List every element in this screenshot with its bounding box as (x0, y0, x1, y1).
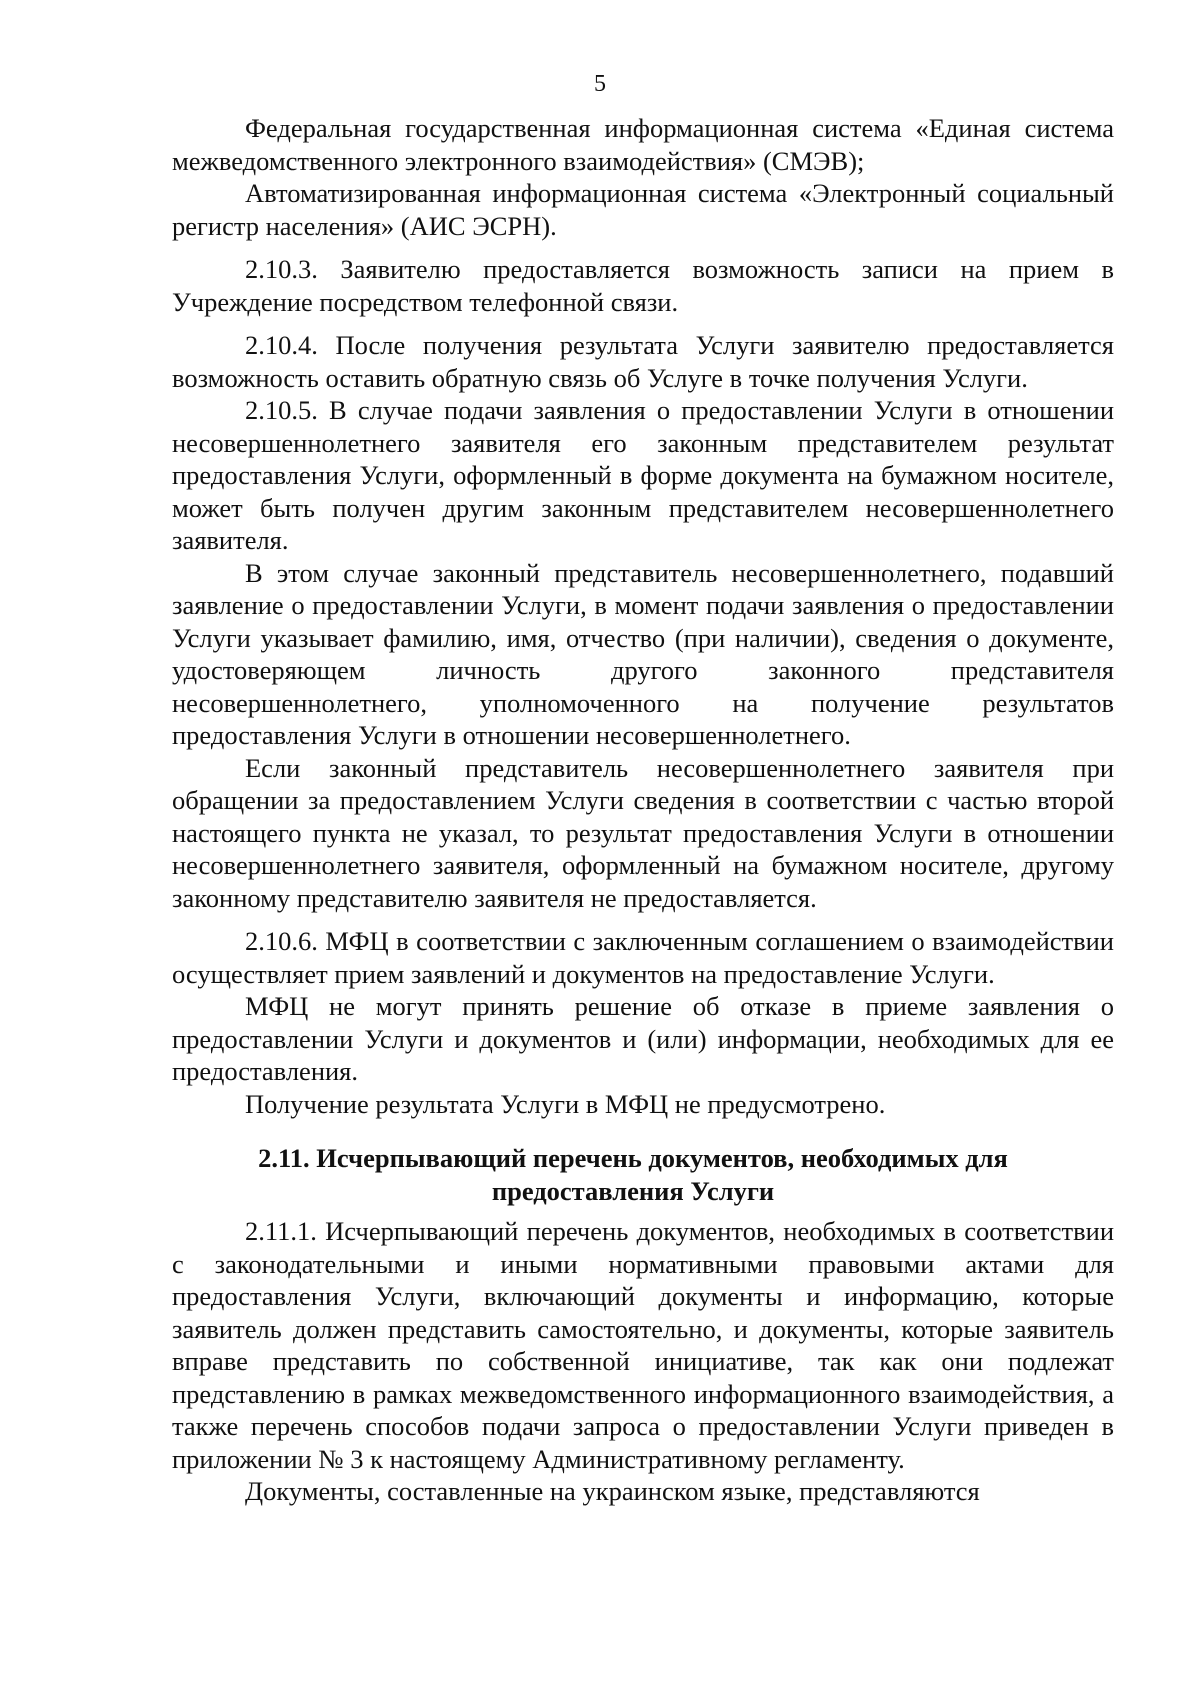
paragraph-2-10-5-third: Если законный представитель несовершеннолетнего заявителя при обращении за предоставлением Услуги сведения в соответствии с частью второй настоящего пункта не указал, то результат предоставления Услуги в отношении несовершеннолетнего заявителя, оформленный на бумажном носителе, другому законному представителю заявителя не предоставляется. (172, 752, 1114, 913)
paragraph-2-11-1: 2.11.1. Исчерпывающий перечень документов, необходимых в соответствии с законодательными и иными нормативными правовыми актами для предоставления Услуги, включающий документы и информацию, которые заявитель должен представить самостоятельно, и документы, которые заявитель вправе представить по собственной инициативе, так как они подлежат представлению в рамках межведомственного информационного взаимодействия, а также перечень способов подачи запроса о предоставлении Услуги приведен в приложении № 3 к настоящему Административному регламенту. (172, 1216, 1114, 1474)
paragraph-2-10-5: 2.10.5. В случае подачи заявления о предоставлении Услуги в отношении несовершеннолетнего заявителя его законным представителем результат предоставления Услуги, оформленный в форме документа на бумажном носителе, может быть получен другим законным представителем несовершеннолетнего заявителя. (172, 395, 1114, 555)
paragraph-2-10-6-second: МФЦ не могут принять решение об отказе в приеме заявления о предоставлении Услуги и документов и (или) информации, необходимых для ее предоставления. (172, 991, 1114, 1086)
paragraph-2-10-6: 2.10.6. МФЦ в соответствии с заключенным соглашением о взаимодействии осуществляет прием заявлений и документов на предоставление Услуги. (172, 926, 1114, 989)
section-heading-line-2: предоставления Услуги (491, 1175, 775, 1206)
paragraph-ais-esrn: Автоматизированная информационная система «Электронный социальный регистр населения» (АИС ЭСРН). (172, 178, 1114, 241)
paragraph-ukrainian-documents: Документы, составленные на украинском языке, представляются (245, 1476, 980, 1506)
section-heading-line-1: 2.11. Исчерпывающий перечень документов, необходимых для (258, 1143, 1008, 1173)
paragraph-2-10-5-second: В этом случае законный представитель несовершеннолетнего, подавший заявление о предоставлении Услуги, в момент подачи заявления о предоставлении Услуги указывает фамилию, имя, отчество (при наличии), сведения о документе, удостоверяющем личность другого законного представителя несовершеннолетнего, уполномоченного на получение результатов предоставления Услуги в отношении несовершеннолетнего. (172, 557, 1114, 750)
paragraph-2-10-6-third: Получение результата Услуги в МФЦ не предусмотрено. (245, 1088, 886, 1119)
section-heading-2-11 (152, 1142, 1114, 1207)
paragraph-smev: Федеральная государственная информационная система «Единая система межведомственного электронного взаимодействия» (СМЭВ); (172, 113, 1114, 176)
paragraph-2-10-4: 2.10.4. После получения результата Услуги заявителю предоставляется возможность оставить обратную связь об Услуге в точке получения Услуги. (172, 330, 1114, 393)
paragraph-2-10-3: 2.10.3. Заявителю предоставляется возможность записи на прием в Учреждение посредством телефонной связи. (172, 254, 1114, 317)
page-number: 5 (594, 71, 606, 97)
